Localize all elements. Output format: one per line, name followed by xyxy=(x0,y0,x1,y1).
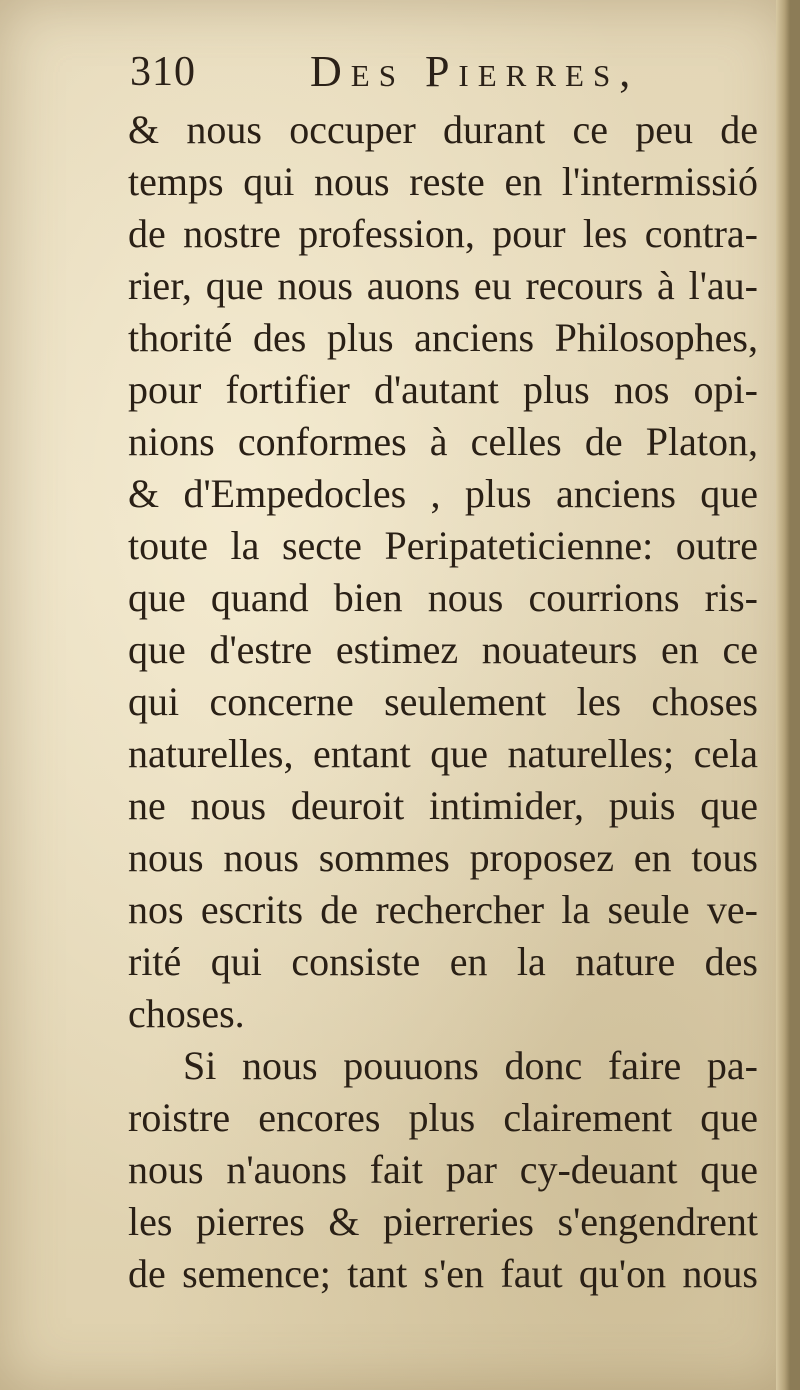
text-line: les pierres & pierreries s'engendrent xyxy=(128,1199,758,1244)
text-line: toute la secte Peripateticienne: outre xyxy=(128,523,758,568)
text-line: temps qui nous reste en l'intermissió xyxy=(128,159,758,204)
text-line: rier, que nous auons eu recours à l'au- xyxy=(128,263,758,308)
text-line: naturelles, entant que naturelles; cela xyxy=(128,731,758,776)
text-line: & nous occuper durant ce peu de xyxy=(128,107,758,152)
text-line: thorité des plus anciens Philosophes, xyxy=(128,315,758,360)
text-line: que d'estre estimez nouateurs en ce xyxy=(128,627,758,672)
running-title: Des Pierres, xyxy=(310,47,640,96)
text-line: nous n'auons fait par cy-deuant que xyxy=(128,1147,758,1192)
text-line: nous nous sommes proposez en tous xyxy=(128,835,758,880)
text-line: pour fortifier d'autant plus nos opi- xyxy=(128,367,758,412)
page-number: 310 xyxy=(130,49,196,95)
body-text xyxy=(128,104,758,1296)
text-line: Si nous pouuons donc faire pa- xyxy=(183,1043,758,1088)
text-line: nos escrits de rechercher la seule ve- xyxy=(128,887,758,932)
text-line: roistre encores plus clairement que xyxy=(128,1095,758,1140)
page-edge xyxy=(776,0,790,1390)
text-line: rité qui consiste en la nature des xyxy=(128,939,758,984)
text-line: & d'Empedocles , plus anciens que xyxy=(128,471,758,516)
text-line: de semence; tant s'en faut qu'on nous xyxy=(128,1251,758,1296)
text-line: de nostre profession, pour les contra- xyxy=(128,211,758,256)
text-line: nions conformes à celles de Platon, xyxy=(128,419,758,464)
text-line: ne nous deuroit intimider, puis que xyxy=(128,783,758,828)
text-line: qui concerne seulement les choses xyxy=(128,679,758,724)
text-line: que quand bien nous courrions ris- xyxy=(128,575,758,620)
text-line: choses. xyxy=(128,991,245,1036)
page-header xyxy=(130,38,750,98)
